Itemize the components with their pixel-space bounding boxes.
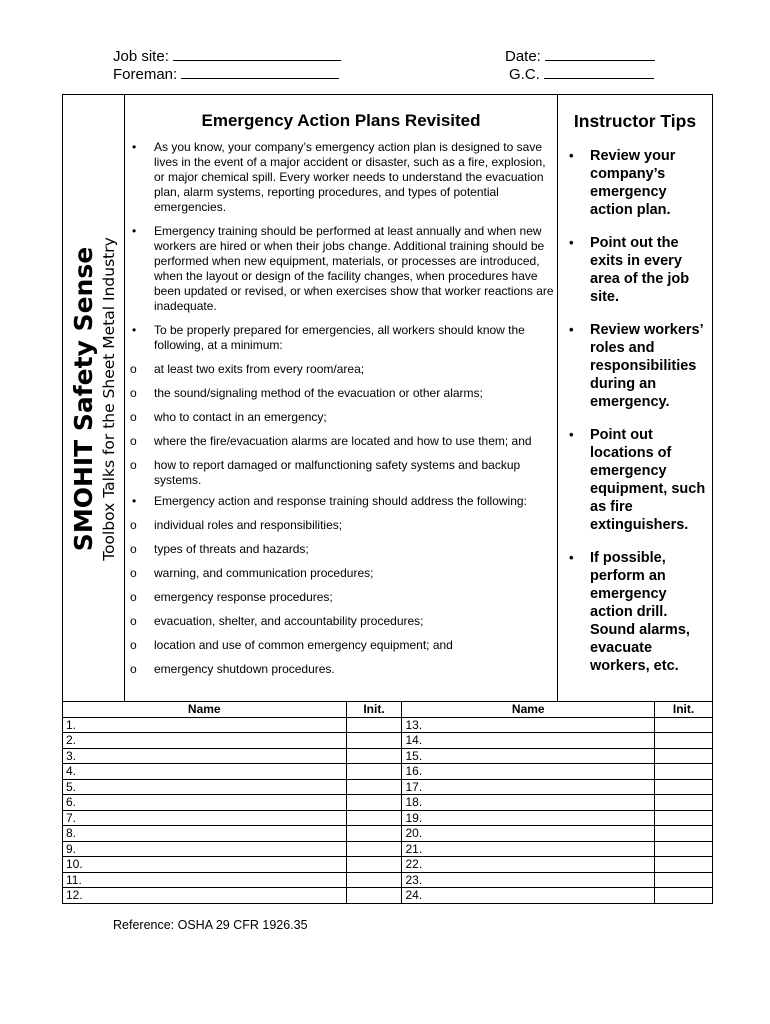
- bullet-icon: •: [132, 224, 137, 238]
- sub-item-text: who to contact in an emergency;: [154, 410, 327, 424]
- sub-item-text: at least two exits from every room/area;: [154, 362, 365, 376]
- bullet-icon: •: [569, 322, 574, 337]
- sidebar-subtitle: Toolbox Talks for the Sheet Metal Industry: [100, 237, 118, 561]
- name-header: Name: [402, 702, 655, 718]
- circle-bullet-icon: o: [130, 566, 137, 580]
- tip-item: [569, 147, 712, 219]
- init-cell[interactable]: [655, 764, 713, 780]
- bullet-item: [130, 494, 554, 677]
- sub-item-text: how to report damaged or malfunctioning safety systems and backup systems.: [154, 458, 521, 487]
- foreman-label: Foreman:: [113, 66, 178, 83]
- init-cell[interactable]: [655, 841, 713, 857]
- reference-note: Reference: OSHA 29 CFR 1926.35: [113, 918, 308, 932]
- sub-item: [109, 434, 554, 449]
- init-cell[interactable]: [346, 748, 402, 764]
- init-header: Init.: [655, 702, 713, 718]
- sub-item-text: individual roles and responsibilities;: [154, 518, 343, 532]
- gc-field[interactable]: [509, 65, 654, 84]
- sub-item-text: the sound/signaling method of the evacuation or other alarms;: [154, 386, 483, 400]
- name-cell[interactable]: 16.: [402, 764, 655, 780]
- bullet-text: Emergency action and response training should address the following:: [154, 494, 527, 508]
- date-line[interactable]: [545, 47, 655, 61]
- tips-list: [569, 147, 712, 675]
- name-cell[interactable]: 21.: [402, 841, 655, 857]
- circle-bullet-icon: o: [130, 614, 137, 628]
- init-cell[interactable]: [346, 826, 402, 842]
- bullet-icon: •: [132, 494, 137, 508]
- name-cell[interactable]: 20.: [402, 826, 655, 842]
- sub-item-text: emergency shutdown procedures.: [154, 662, 335, 676]
- name-cell[interactable]: 2.: [63, 733, 347, 749]
- date-field[interactable]: [505, 47, 655, 66]
- sub-item-text: types of threats and hazards;: [154, 542, 309, 556]
- main-bullets: [130, 140, 554, 677]
- init-cell[interactable]: [655, 810, 713, 826]
- name-cell[interactable]: 10.: [63, 857, 347, 873]
- sub-list: [109, 518, 554, 677]
- init-cell[interactable]: [655, 872, 713, 888]
- name-cell[interactable]: 5.: [63, 779, 347, 795]
- sidebar-title: SMOHIT Safety Sense: [69, 246, 98, 552]
- circle-bullet-icon: o: [130, 590, 137, 604]
- init-cell[interactable]: [655, 733, 713, 749]
- table-row: [63, 779, 713, 795]
- name-cell[interactable]: 24.: [402, 888, 655, 904]
- job-site-line[interactable]: [173, 47, 341, 61]
- name-cell[interactable]: 11.: [63, 872, 347, 888]
- date-label: Date:: [505, 48, 541, 65]
- tip-text: Review your company’s emergency action plan.: [590, 148, 676, 218]
- name-cell[interactable]: 18.: [402, 795, 655, 811]
- table-header-row: [63, 702, 713, 718]
- bullet-item: [132, 140, 554, 215]
- name-cell[interactable]: 17.: [402, 779, 655, 795]
- sub-item-text: where the fire/evacuation alarms are located and how to use them; and: [154, 434, 532, 448]
- table-row: [63, 733, 713, 749]
- main-title: Emergency Action Plans Revisited: [201, 111, 481, 130]
- name-cell[interactable]: 23.: [402, 872, 655, 888]
- circle-bullet-icon: o: [130, 362, 137, 376]
- circle-bullet-icon: o: [130, 518, 137, 532]
- bullet-text: As you know, your company’s emergency action plan is designed to save lives in the event of a major accident or disaster, such as a fire, explosion, or major chemical spill. Every worker needs to understand the evacuation plan, alarm systems, reporting procedures, and types of potential emergencies.: [154, 140, 546, 214]
- tip-text: If possible, perform an emergency action drill. Sound alarms, evacuate workers, etc.: [590, 550, 690, 674]
- circle-bullet-icon: o: [130, 434, 137, 448]
- table-row: [63, 857, 713, 873]
- name-cell[interactable]: 13.: [402, 717, 655, 733]
- bullet-icon: •: [569, 148, 574, 163]
- circle-bullet-icon: o: [130, 410, 137, 424]
- tips-title: Instructor Tips: [573, 111, 697, 131]
- sub-item: [109, 410, 554, 425]
- init-cell[interactable]: [346, 872, 402, 888]
- bullet-text: To be properly prepared for emergencies, all workers should know the following, at a minimum:: [154, 323, 525, 352]
- table-row: [63, 888, 713, 904]
- sub-item: [109, 590, 554, 605]
- name-header: Name: [63, 702, 347, 718]
- tip-item: [569, 234, 712, 306]
- init-cell[interactable]: [346, 888, 402, 904]
- bullet-icon: •: [569, 550, 574, 565]
- init-cell[interactable]: [346, 795, 402, 811]
- table-row: [63, 795, 713, 811]
- sub-item-text: location and use of common emergency equipment; and: [154, 638, 453, 652]
- sub-item: [109, 362, 554, 377]
- table-row: [63, 810, 713, 826]
- bullet-icon: •: [132, 140, 137, 154]
- init-header: Init.: [346, 702, 402, 718]
- tip-item: [569, 426, 712, 534]
- sub-item: [109, 566, 554, 581]
- name-cell[interactable]: 15.: [402, 748, 655, 764]
- tip-text: Review workers’ roles and responsibilities during an emergency.: [590, 322, 703, 410]
- init-cell[interactable]: [346, 733, 402, 749]
- name-cell[interactable]: 12.: [63, 888, 347, 904]
- table-row: [63, 764, 713, 780]
- init-cell[interactable]: [655, 826, 713, 842]
- circle-bullet-icon: o: [130, 662, 137, 676]
- table-row: [63, 841, 713, 857]
- bullet-icon: •: [569, 235, 574, 250]
- bullet-icon: •: [132, 323, 137, 337]
- bullet-item: [130, 323, 554, 488]
- foreman-field[interactable]: [113, 65, 339, 84]
- sub-item-text: warning, and communication procedures;: [154, 566, 374, 580]
- bullet-icon: •: [569, 427, 574, 442]
- init-cell[interactable]: [655, 795, 713, 811]
- table-row: [63, 872, 713, 888]
- sub-item: [109, 662, 554, 677]
- table-row: [63, 826, 713, 842]
- content-frame: [62, 94, 713, 702]
- name-cell[interactable]: 9.: [63, 841, 347, 857]
- sub-item-text: emergency response procedures;: [154, 590, 333, 604]
- job-site-label: Job site:: [113, 48, 169, 65]
- init-cell[interactable]: [655, 888, 713, 904]
- foreman-line[interactable]: [181, 65, 339, 79]
- sub-item: [109, 614, 554, 629]
- circle-bullet-icon: o: [130, 638, 137, 652]
- name-cell[interactable]: 1.: [63, 717, 347, 733]
- init-cell[interactable]: [346, 841, 402, 857]
- bullet-item: [132, 224, 554, 314]
- job-site-field[interactable]: [113, 47, 341, 66]
- instructor-tips: [558, 95, 712, 702]
- circle-bullet-icon: o: [130, 386, 137, 400]
- init-cell[interactable]: [655, 779, 713, 795]
- table-row: [63, 748, 713, 764]
- sub-item: [109, 638, 554, 653]
- init-cell[interactable]: [346, 717, 402, 733]
- sign-in-table: [62, 701, 713, 904]
- sub-item: [109, 542, 554, 557]
- circle-bullet-icon: o: [130, 458, 137, 472]
- init-cell[interactable]: [655, 717, 713, 733]
- sub-item-text: evacuation, shelter, and accountability procedures;: [154, 614, 424, 628]
- name-cell[interactable]: 3.: [63, 748, 347, 764]
- table-row: [63, 717, 713, 733]
- tip-text: Point out locations of emergency equipment, such as fire extinguishers.: [590, 427, 706, 533]
- init-cell[interactable]: [655, 748, 713, 764]
- circle-bullet-icon: o: [130, 542, 137, 556]
- init-cell[interactable]: [346, 764, 402, 780]
- name-cell[interactable]: 19.: [402, 810, 655, 826]
- init-cell[interactable]: [346, 857, 402, 873]
- sub-item: [109, 386, 554, 401]
- name-cell[interactable]: 4.: [63, 764, 347, 780]
- sub-item: [109, 458, 554, 488]
- name-cell[interactable]: 7.: [63, 810, 347, 826]
- tip-item: [569, 321, 712, 411]
- name-cell[interactable]: 8.: [63, 826, 347, 842]
- main-column: [125, 95, 558, 702]
- sub-item: [109, 518, 554, 533]
- init-cell[interactable]: [346, 810, 402, 826]
- init-cell[interactable]: [655, 857, 713, 873]
- name-cell[interactable]: 22.: [402, 857, 655, 873]
- tip-text: Point out the exits in every area of the job site.: [590, 235, 690, 305]
- gc-line[interactable]: [544, 65, 654, 79]
- tip-item: [569, 549, 712, 675]
- name-cell[interactable]: 14.: [402, 733, 655, 749]
- name-cell[interactable]: 6.: [63, 795, 347, 811]
- bullet-text: Emergency training should be performed at least annually and when new workers are hired or when their jobs change. Additional training should be performed when new equipment, materials, or processes are introduced, when the layout or design of the facility changes, when procedures have been updated or revised, or when exercises show that worker reactions are inadequate.: [154, 224, 554, 313]
- gc-label: G.C.: [509, 66, 540, 83]
- sub-list: [109, 362, 554, 488]
- init-cell[interactable]: [346, 779, 402, 795]
